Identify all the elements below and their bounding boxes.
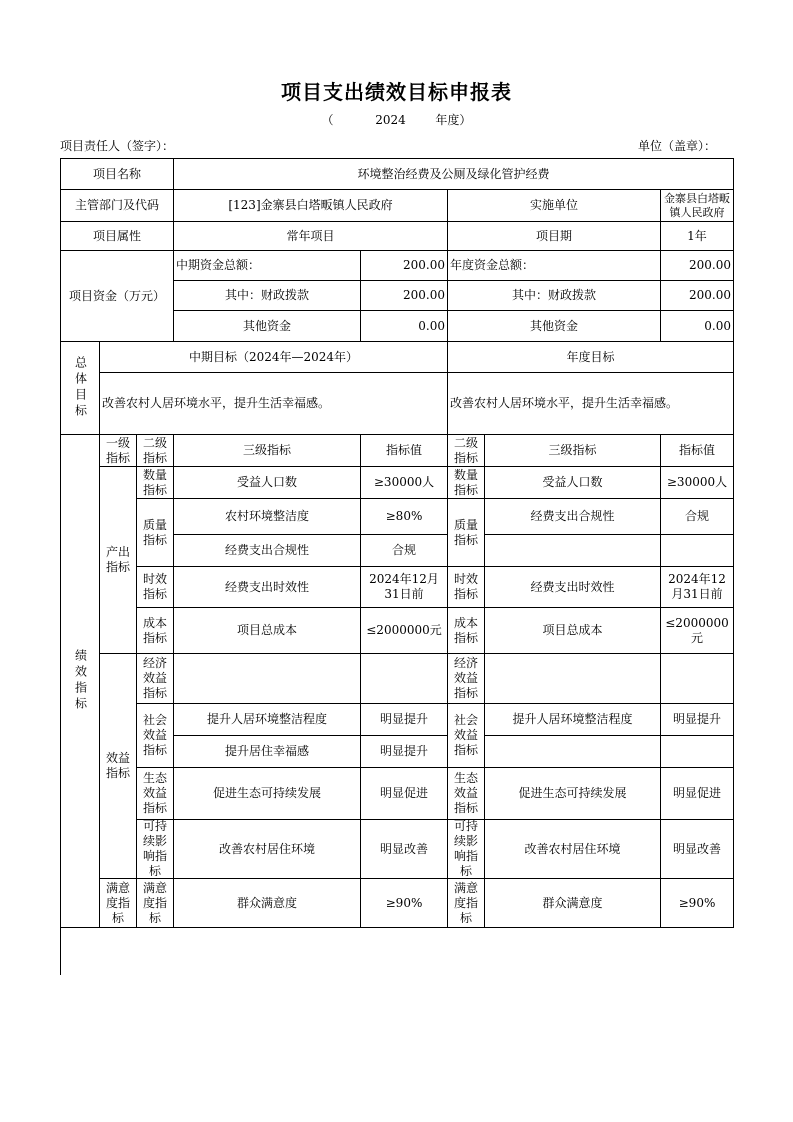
time-year-name: 经费支出时效性 <box>485 567 661 608</box>
econ-mid-value <box>361 654 448 704</box>
mid-other-value: 0.00 <box>361 311 448 342</box>
time-mid-name: 经费支出时效性 <box>174 567 361 608</box>
econ-year-name <box>485 654 661 704</box>
sustain-mid-value: 明显改善 <box>361 820 448 879</box>
cost-mid-name: 项目总成本 <box>174 608 361 654</box>
social1-mid-name: 提升人居环境整洁程度 <box>174 704 361 736</box>
cost-indicator-mid: 成本指标 <box>137 608 174 654</box>
eco-indicator-year: 生态效益指标 <box>448 768 485 820</box>
social-indicator-mid: 社会效益指标 <box>137 704 174 768</box>
value-header-year: 指标值 <box>661 435 734 467</box>
eco-year-name: 促进生态可持续发展 <box>485 768 661 820</box>
sustain-indicator-mid: 可持续影响指标 <box>137 820 174 879</box>
social1-year-name: 提升人居环境整洁程度 <box>485 704 661 736</box>
performance-form-table <box>60 158 734 975</box>
satisfaction-year-name: 群众满意度 <box>485 879 661 928</box>
year-goal-header: 年度目标 <box>448 342 734 373</box>
satisfaction-mid-value: ≥90% <box>361 879 448 928</box>
qty-indicator-year: 数量指标 <box>448 467 485 499</box>
year-open: （ <box>321 113 334 127</box>
unit-seal-label: 单位（盖章）： <box>638 139 717 153</box>
attr-label: 项目属性 <box>61 222 174 251</box>
mid-total-value: 200.00 <box>361 251 448 281</box>
dept-label: 主管部门及代码 <box>61 190 174 222</box>
cost-year-name: 项目总成本 <box>485 608 661 654</box>
level2-header-mid: 二级指标 <box>137 435 174 467</box>
year-close: 年度） <box>435 113 472 127</box>
time-indicator-year: 时效指标 <box>448 567 485 608</box>
quality1-mid-name: 农村环境整洁度 <box>174 499 361 535</box>
benefit-indicator-cat: 效益指标 <box>100 654 137 879</box>
responsible-signature-label: 项目责任人（签字）： <box>60 139 175 153</box>
qty-indicator-mid: 数量指标 <box>137 467 174 499</box>
quality2-mid-value: 合规 <box>361 535 448 567</box>
eco-indicator-mid: 生态效益指标 <box>137 768 174 820</box>
page-title: 项目支出绩效目标申报表 <box>281 80 512 104</box>
year-total-value: 200.00 <box>661 251 734 281</box>
econ-indicator-year: 经济效益指标 <box>448 654 485 704</box>
qty-mid-value: ≥30000人 <box>361 467 448 499</box>
social-indicator-year: 社会效益指标 <box>448 704 485 768</box>
mid-fiscal-value: 200.00 <box>361 281 448 311</box>
year-other-value: 0.00 <box>661 311 734 342</box>
level1-header: 一级指标 <box>100 435 137 467</box>
year-fiscal-value: 200.00 <box>661 281 734 311</box>
sustain-year-name: 改善农村居住环境 <box>485 820 661 879</box>
satisfaction-year-value: ≥90% <box>661 879 734 928</box>
year-goal-text: 改善农村人居环境水平，提升生活幸福感。 <box>448 373 734 435</box>
mid-other-label: 其他资金 <box>174 311 361 342</box>
quality1-year-value: 合规 <box>661 499 734 535</box>
impl-unit-label: 实施单位 <box>448 190 661 222</box>
social1-year-value: 明显提升 <box>661 704 734 736</box>
quality-indicator-mid: 质量指标 <box>137 499 174 567</box>
funds-label: 项目资金（万元） <box>61 251 174 342</box>
social2-year-value <box>661 736 734 768</box>
year-other-label: 其他资金 <box>448 311 661 342</box>
sustain-indicator-year: 可持续影响指标 <box>448 820 485 879</box>
social2-year-name <box>485 736 661 768</box>
period-value: 1年 <box>661 222 734 251</box>
social2-mid-value: 明显提升 <box>361 736 448 768</box>
year-value: 2024 <box>375 113 406 127</box>
satisfaction-mid-name: 群众满意度 <box>174 879 361 928</box>
mid-goal-text: 改善农村人居环境水平，提升生活幸福感。 <box>100 373 448 435</box>
eco-mid-name: 促进生态可持续发展 <box>174 768 361 820</box>
cost-year-value: ≤2000000元 <box>661 608 734 654</box>
project-name-label: 项目名称 <box>61 159 174 190</box>
satisfaction-indicator-mid: 满意度指标 <box>137 879 174 928</box>
sustain-mid-name: 改善农村居住环境 <box>174 820 361 879</box>
quality1-mid-value: ≥80% <box>361 499 448 535</box>
period-label: 项目期 <box>448 222 661 251</box>
output-indicator-cat: 产出指标 <box>100 467 137 654</box>
level3-header-year: 三级指标 <box>485 435 661 467</box>
year-total-label: 年度资金总额： <box>448 251 661 281</box>
overall-goal-label: 总体目标 <box>61 342 100 435</box>
quality2-year-name <box>485 535 661 567</box>
impl-unit-value: 金寨县白塔畈镇人民政府 <box>661 190 734 222</box>
level3-header-mid: 三级指标 <box>174 435 361 467</box>
time-year-value: 2024年12月31日前 <box>661 567 734 608</box>
mid-total-label: 中期资金总额： <box>174 251 361 281</box>
cost-indicator-year: 成本指标 <box>448 608 485 654</box>
quality-indicator-year: 质量指标 <box>448 499 485 567</box>
sustain-year-value: 明显改善 <box>661 820 734 879</box>
quality2-mid-name: 经费支出合规性 <box>174 535 361 567</box>
qty-year-value: ≥30000人 <box>661 467 734 499</box>
mid-fiscal-label: 其中：财政拨款 <box>174 281 361 311</box>
year-fiscal-label: 其中：财政拨款 <box>448 281 661 311</box>
quality1-year-name: 经费支出合规性 <box>485 499 661 535</box>
social2-mid-name: 提升居住幸福感 <box>174 736 361 768</box>
year-line <box>0 111 793 128</box>
value-header-mid: 指标值 <box>361 435 448 467</box>
quality2-year-value <box>661 535 734 567</box>
cost-mid-value: ≤2000000元 <box>361 608 448 654</box>
eco-mid-value: 明显促进 <box>361 768 448 820</box>
mid-goal-header: 中期目标（2024年—2024年） <box>100 342 448 373</box>
econ-indicator-mid: 经济效益指标 <box>137 654 174 704</box>
perf-indicator-label: 绩效指标 <box>61 435 100 928</box>
satisfaction-indicator-year: 满意度指标 <box>448 879 485 928</box>
level2-header-year: 二级指标 <box>448 435 485 467</box>
social1-mid-value: 明显提升 <box>361 704 448 736</box>
qty-mid-name: 受益人口数 <box>174 467 361 499</box>
dept-value: [123]金寨县白塔畈镇人民政府 <box>174 190 448 222</box>
econ-year-value <box>661 654 734 704</box>
time-mid-value: 2024年12月31日前 <box>361 567 448 608</box>
eco-year-value: 明显促进 <box>661 768 734 820</box>
time-indicator-mid: 时效指标 <box>137 567 174 608</box>
satisfaction-indicator-cat: 满意度指标 <box>100 879 137 928</box>
qty-year-name: 受益人口数 <box>485 467 661 499</box>
econ-mid-name <box>174 654 361 704</box>
project-name-value: 环境整治经费及公厕及绿化管护经费 <box>174 159 734 190</box>
attr-value: 常年项目 <box>174 222 448 251</box>
